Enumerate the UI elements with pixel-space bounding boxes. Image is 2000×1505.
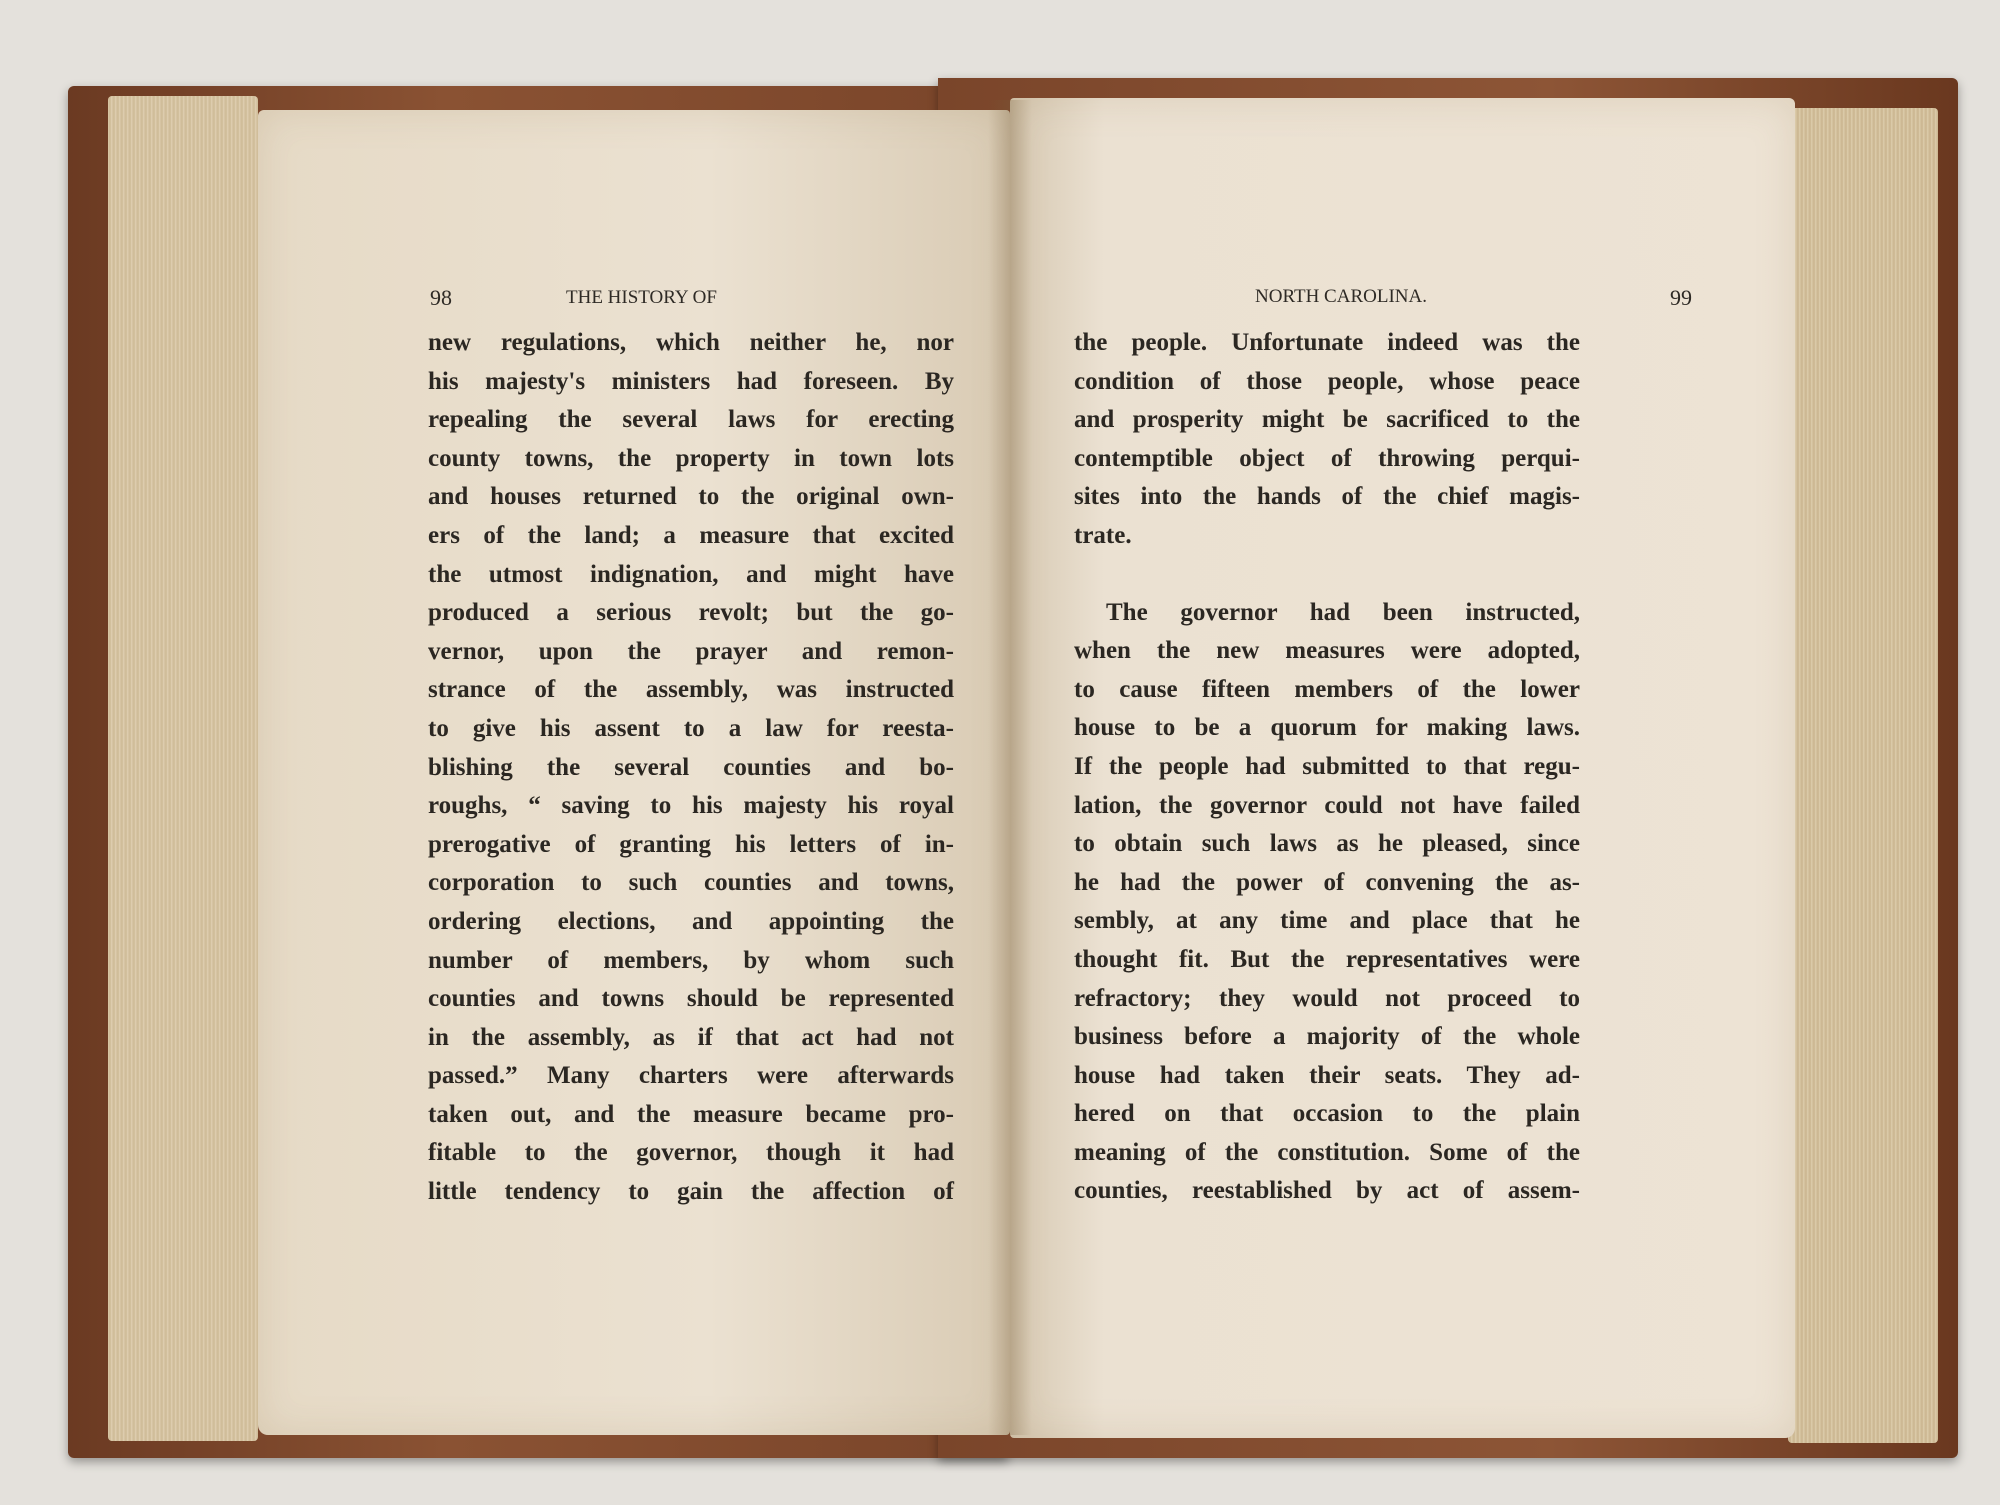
text-line: ordering elections, and appointing the xyxy=(428,907,954,935)
text-line: little tendency to gain the affection of xyxy=(428,1178,954,1206)
text-line: corporation to such counties and towns, xyxy=(428,869,954,897)
text-line: the utmost indignation, and might have xyxy=(428,560,954,588)
text-line: refractory; they would not proceed to xyxy=(1074,984,1580,1012)
text-line: hered on that occasion to the plain xyxy=(1074,1100,1580,1128)
left-page-text xyxy=(428,324,954,1212)
text-line: If the people had submitted to that regu- xyxy=(1074,752,1580,780)
right-page xyxy=(1010,98,1795,1438)
text-line: to give his assent to a law for reesta- xyxy=(428,714,954,742)
left-page-number: 98 xyxy=(430,285,452,310)
open-book xyxy=(68,78,1958,1458)
text-line: house to be a quorum for making laws. xyxy=(1074,714,1580,742)
text-line: meaning of the constitution. Some of the xyxy=(1074,1138,1580,1166)
paragraph-gap xyxy=(1074,556,1580,594)
text-line: house had taken their seats. They ad- xyxy=(1074,1061,1580,1089)
text-line: number of members, by whom such xyxy=(428,946,954,974)
text-line: blishing the several counties and bo- xyxy=(428,753,954,781)
text-line: he had the power of convening the as- xyxy=(1074,868,1580,896)
text-line: condition of those people, whose peace xyxy=(1074,367,1580,395)
text-line: ers of the land; a measure that excited xyxy=(428,521,954,549)
text-line: counties, reestablished by act of assem- xyxy=(1074,1177,1580,1205)
text-line: in the assembly, as if that act had not xyxy=(428,1023,954,1051)
left-page xyxy=(258,110,1010,1435)
book-gutter xyxy=(988,100,1032,1435)
text-line: trate. xyxy=(1074,521,1132,549)
text-line: new regulations, which neither he, nor xyxy=(428,329,954,356)
text-line: thought fit. But the representatives were xyxy=(1074,945,1580,973)
text-line: fitable to the governor, though it had xyxy=(428,1139,954,1167)
text-line: and houses returned to the original own- xyxy=(428,483,954,511)
text-line: passed.” Many charters were afterwards xyxy=(428,1062,954,1090)
text-line: to obtain such laws as he pleased, since xyxy=(1074,830,1580,858)
text-line: taken out, and the measure became pro- xyxy=(428,1100,954,1128)
text-line: vernor, upon the prayer and remon- xyxy=(428,637,954,665)
text-line: The governor had been instructed, xyxy=(1106,598,1580,626)
text-line: lation, the governor could not have failed xyxy=(1074,791,1580,819)
text-line: contemptible object of throwing perqui- xyxy=(1074,444,1580,472)
right-running-head: NORTH CAROLINA. xyxy=(1255,286,1427,307)
text-line: the people. Unfortunate indeed was the xyxy=(1074,329,1580,356)
text-line: business before a majority of the whole xyxy=(1074,1023,1580,1051)
text-line: county towns, the property in town lots xyxy=(428,444,954,472)
text-line: his majesty's ministers had foreseen. By xyxy=(428,367,954,395)
text-line: roughs, “ saving to his majesty his royal xyxy=(428,792,954,820)
left-page-edges xyxy=(108,96,258,1441)
text-line: produced a serious revolt; but the go- xyxy=(428,599,954,627)
text-line: to cause fifteen members of the lower xyxy=(1074,675,1580,703)
left-running-head: THE HISTORY OF xyxy=(566,287,717,308)
text-line: counties and towns should be represented xyxy=(428,985,954,1013)
right-page-edges xyxy=(1788,108,1938,1443)
text-line: when the new measures were adopted, xyxy=(1074,637,1580,665)
text-line: strance of the assembly, was instructed xyxy=(428,676,954,704)
text-line: sembly, at any time and place that he xyxy=(1074,907,1580,935)
text-line: prerogative of granting his letters of in- xyxy=(428,830,954,858)
text-line: sites into the hands of the chief magis- xyxy=(1074,483,1580,511)
text-line: and prosperity might be sacrificed to the xyxy=(1074,406,1580,434)
right-page-number: 99 xyxy=(1670,285,1692,310)
paragraph-2 xyxy=(1074,594,1580,1212)
right-page-text xyxy=(1074,324,1580,1211)
paragraph-1 xyxy=(1074,324,1580,556)
text-line: repealing the several laws for erecting xyxy=(428,406,954,434)
